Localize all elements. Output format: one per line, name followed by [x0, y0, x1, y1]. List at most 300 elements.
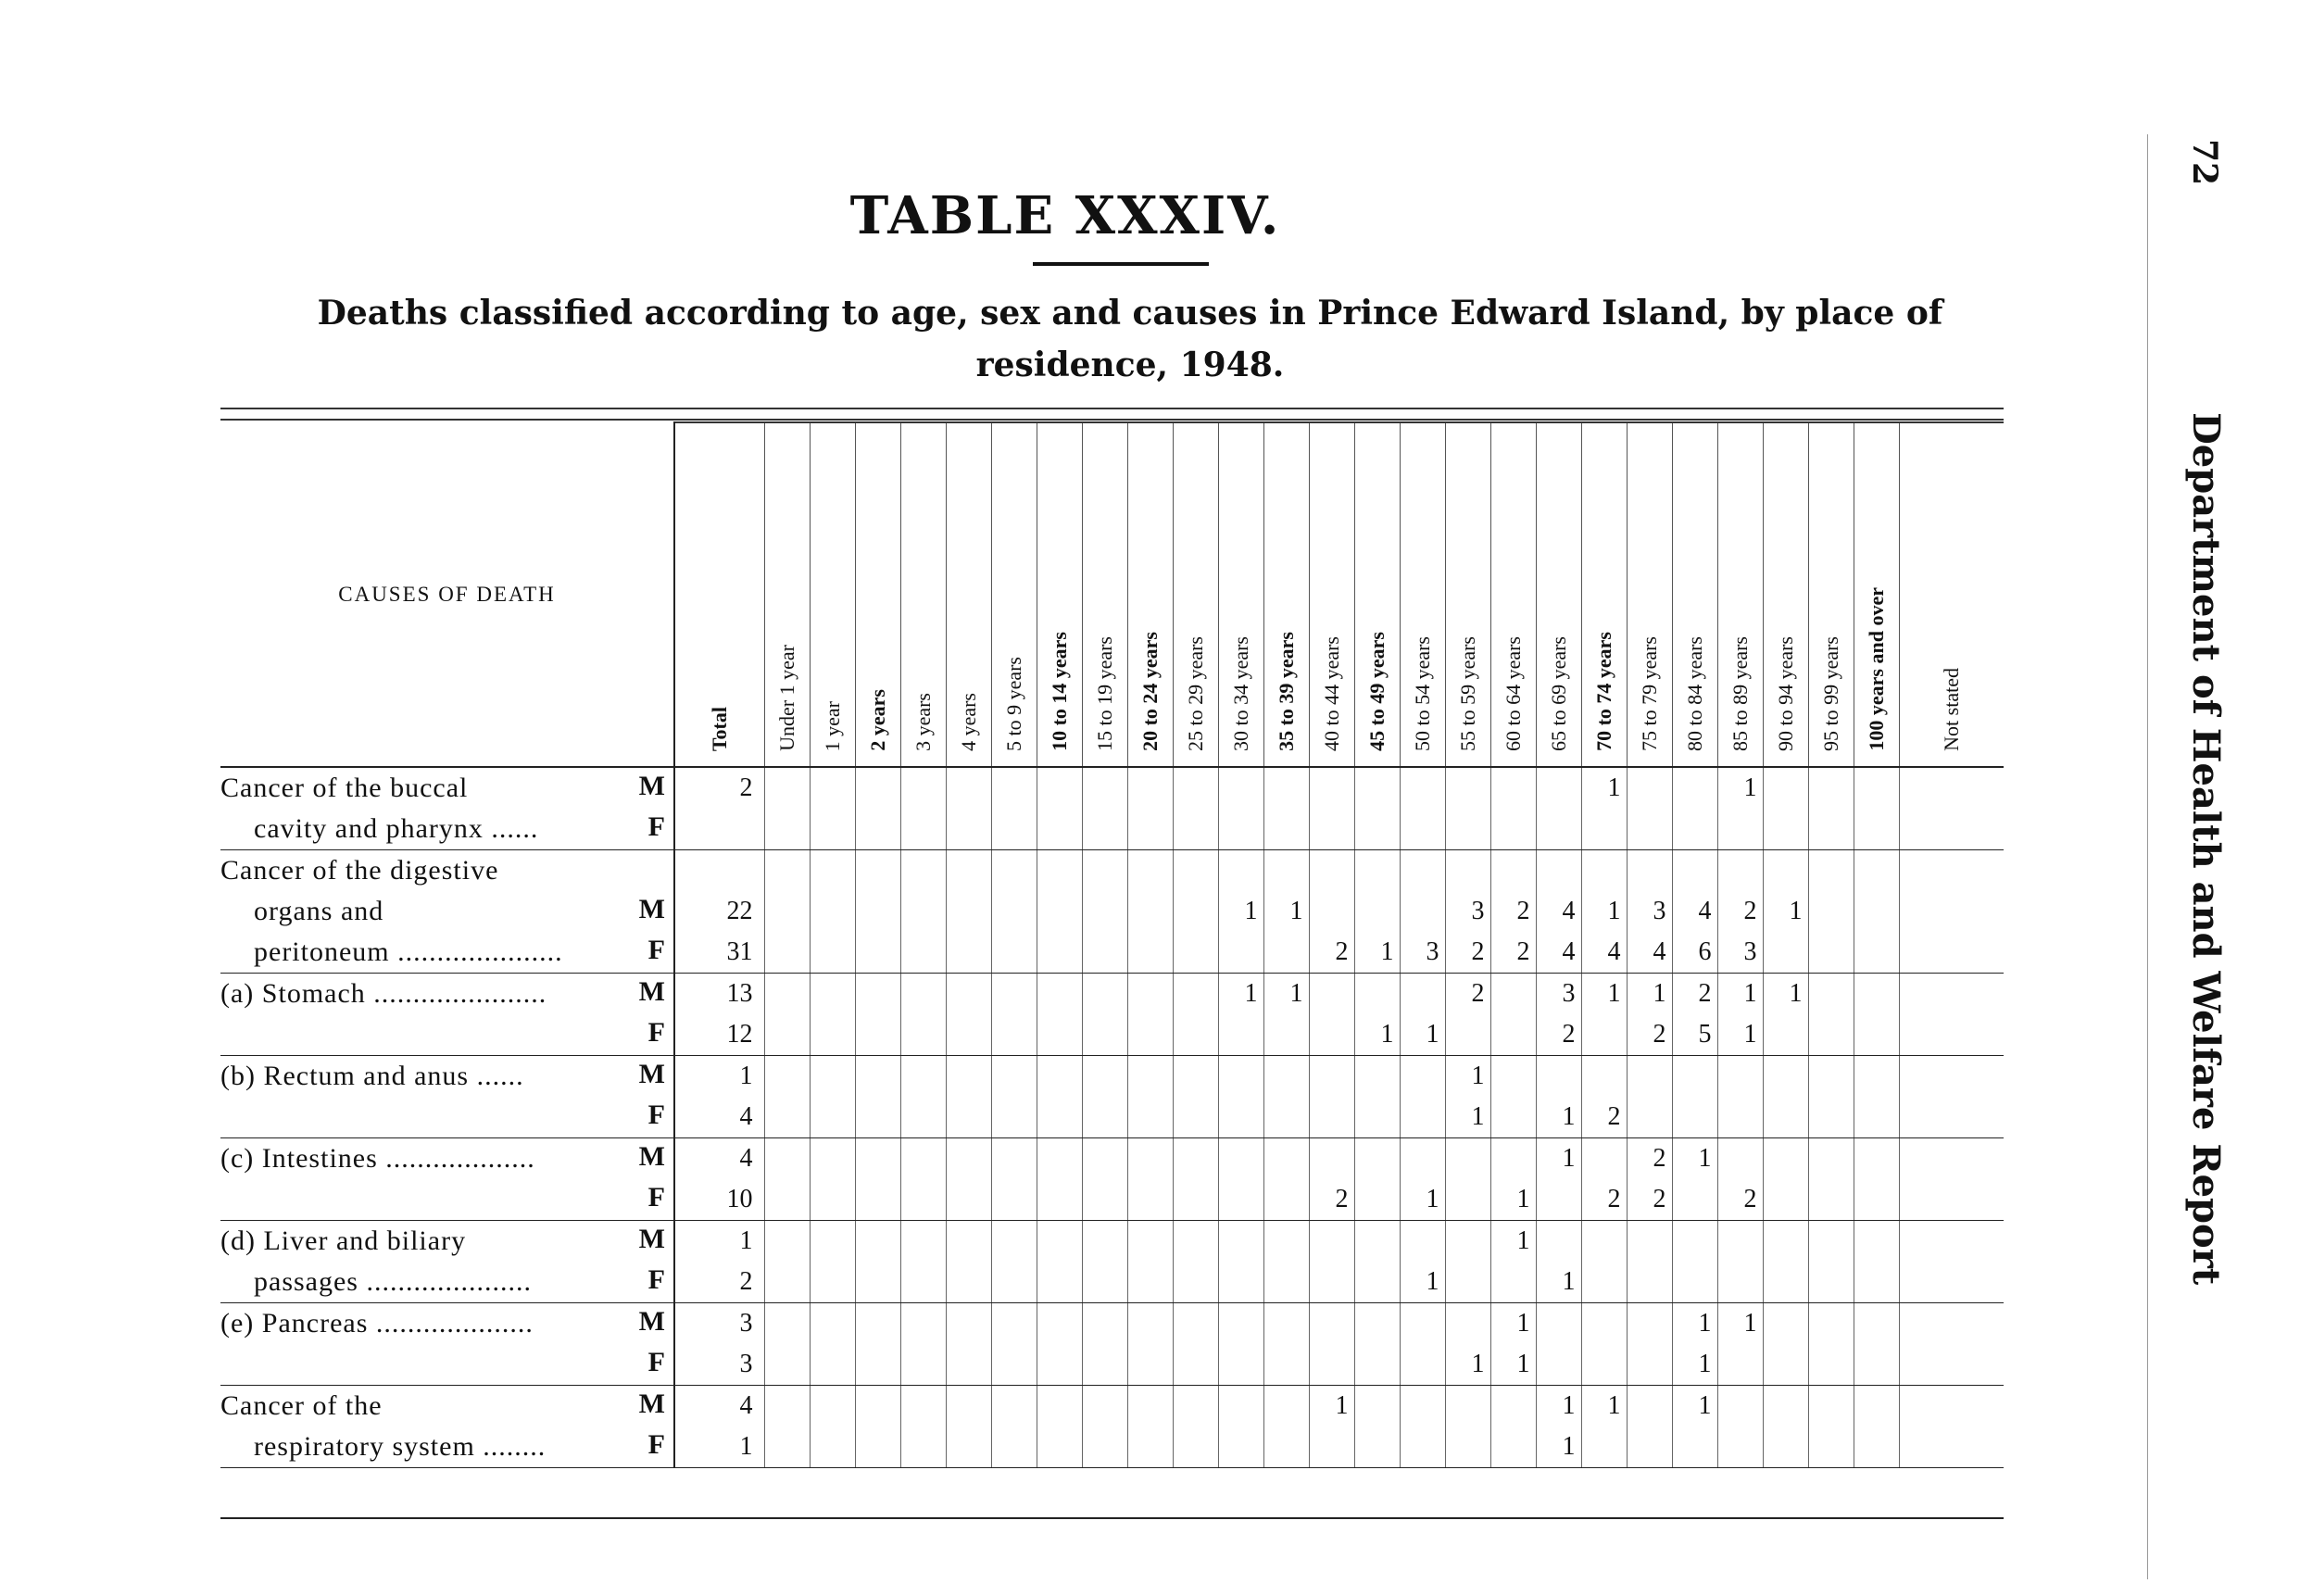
count-cell: 4: [1581, 932, 1627, 974]
count-cell: [1218, 1056, 1263, 1098]
column-header-label: 40 to 44 years: [1319, 635, 1343, 751]
count-cell: [1808, 1221, 1854, 1263]
count-cell: [810, 1179, 855, 1221]
sex-label: M: [638, 1141, 666, 1172]
count-cell: [1400, 767, 1445, 809]
count-cell: [946, 809, 991, 850]
count-cell: [946, 850, 991, 892]
count-cell: [855, 1303, 900, 1345]
count-cell: [1445, 1426, 1490, 1468]
count-cell: [1309, 850, 1354, 892]
count-cell: [1717, 850, 1763, 892]
count-cell: [1763, 850, 1808, 892]
count-cell: [1854, 932, 1899, 974]
count-cell: [1400, 1344, 1445, 1386]
sex-label: M: [638, 1389, 666, 1419]
count-cell: [1854, 891, 1899, 932]
count-cell: 1: [1490, 1179, 1536, 1221]
column-header-label: 10 to 14 years: [1047, 632, 1071, 751]
column-header-label: 90 to 94 years: [1773, 635, 1797, 751]
count-cell: [1400, 1426, 1445, 1468]
table-header-row: [220, 422, 2004, 767]
count-cell: [946, 1262, 991, 1303]
count-cell: [1173, 1426, 1218, 1468]
count-cell: 2: [1627, 1179, 1672, 1221]
count-cell: [1672, 1262, 1717, 1303]
count-cell: 1: [1672, 1138, 1717, 1180]
count-cell: [1218, 1426, 1263, 1468]
count-cell: [991, 1386, 1037, 1427]
count-cell: [1263, 1179, 1309, 1221]
count-cell: [810, 1303, 855, 1345]
count-cell: [1218, 809, 1263, 850]
count-cell: [1218, 767, 1263, 809]
count-cell: 2: [1627, 1138, 1672, 1180]
count-cell: [1037, 891, 1082, 932]
count-cell: [1173, 1303, 1218, 1345]
count-cell: [1263, 1097, 1309, 1138]
count-cell: [810, 1097, 855, 1138]
count-cell: [1082, 1138, 1127, 1180]
count-cell: [1173, 809, 1218, 850]
count-cell: [1309, 891, 1354, 932]
count-cell: [1127, 974, 1173, 1015]
count-cell: [900, 767, 946, 809]
count-cell: [1354, 1344, 1400, 1386]
table-body: [220, 767, 2004, 1468]
count-cell: [1263, 1386, 1309, 1427]
cause-cell: [220, 932, 674, 974]
count-cell: [1127, 1097, 1173, 1138]
count-cell: [1627, 850, 1672, 892]
count-cell: [764, 850, 810, 892]
count-cell: [900, 974, 946, 1015]
count-cell: [1127, 1179, 1173, 1221]
cause-cell: [220, 1179, 674, 1221]
count-cell: [1445, 1221, 1490, 1263]
count-cell: [991, 1097, 1037, 1138]
count-cell: [1082, 1262, 1127, 1303]
count-cell: [1445, 1303, 1490, 1345]
total-cell: 3: [739, 1309, 753, 1338]
column-header: [1445, 422, 1490, 767]
column-header-label: 4 years: [956, 693, 980, 751]
count-cell: [1037, 809, 1082, 850]
subtitle-line-2: residence, 1948.: [975, 346, 1285, 384]
count-cell: [991, 1344, 1037, 1386]
column-header: [1490, 422, 1536, 767]
count-cell: [1082, 1179, 1127, 1221]
total-cell: 1: [739, 1062, 753, 1091]
count-cell: [1899, 1014, 2004, 1056]
count-cell: [1263, 1262, 1309, 1303]
column-header: [1082, 422, 1127, 767]
count-cell: 2: [1309, 932, 1354, 974]
count-cell: [1354, 1221, 1400, 1263]
count-cell: [855, 1344, 900, 1386]
count-cell: 4: [1627, 932, 1672, 974]
column-header: [1854, 422, 1899, 767]
count-cell: [1309, 1014, 1354, 1056]
count-cell: [1263, 1056, 1309, 1098]
cause-label: (e) Pancreas ....................: [220, 1308, 534, 1339]
count-cell: [810, 1426, 855, 1468]
count-cell: 1: [1218, 891, 1263, 932]
cause-label: (d) Liver and biliary: [220, 1225, 467, 1257]
count-cell: [1808, 809, 1854, 850]
count-cell: [810, 1221, 855, 1263]
count-cell: [855, 1262, 900, 1303]
column-header-label: 75 to 79 years: [1637, 635, 1661, 751]
count-cell: [764, 1426, 810, 1468]
count-cell: 1: [1536, 1386, 1581, 1427]
count-cell: [1763, 1097, 1808, 1138]
count-cell: [855, 1014, 900, 1056]
count-cell: [946, 1014, 991, 1056]
count-cell: [1218, 850, 1263, 892]
count-cell: 2: [1581, 1097, 1627, 1138]
count-cell: 1: [1536, 1262, 1581, 1303]
count-cell: [1445, 1138, 1490, 1180]
count-cell: [1808, 767, 1854, 809]
cause-cell: [220, 1097, 674, 1138]
count-cell: [1309, 1097, 1354, 1138]
cause-cell: [220, 891, 674, 932]
count-cell: [1490, 1138, 1536, 1180]
total-cell: 4: [739, 1391, 753, 1421]
count-cell: [1854, 1344, 1899, 1386]
count-cell: [1445, 767, 1490, 809]
cause-label: (a) Stomach ......................: [220, 978, 547, 1010]
count-cell: [1672, 1179, 1717, 1221]
count-cell: [1037, 1386, 1082, 1427]
count-cell: [810, 891, 855, 932]
column-header-label: 100 years and over: [1864, 587, 1888, 751]
count-cell: [1037, 1426, 1082, 1468]
count-cell: [1627, 1262, 1672, 1303]
count-cell: [1627, 1344, 1672, 1386]
count-cell: [1263, 1014, 1309, 1056]
count-cell: [1490, 974, 1536, 1015]
count-cell: [1763, 1221, 1808, 1263]
count-cell: [1899, 974, 2004, 1015]
count-cell: [1627, 1303, 1672, 1345]
count-cell: [991, 932, 1037, 974]
count-cell: [1354, 1303, 1400, 1345]
count-cell: [1763, 767, 1808, 809]
count-cell: [1173, 850, 1218, 892]
count-cell: [1173, 1344, 1218, 1386]
count-cell: [900, 1179, 946, 1221]
count-cell: [1263, 1426, 1309, 1468]
count-cell: [1309, 809, 1354, 850]
table-top-rules: [220, 408, 2004, 421]
count-cell: 1: [1717, 767, 1763, 809]
sex-label: M: [638, 894, 666, 924]
cause-cell: [220, 767, 674, 809]
count-cell: [1037, 1262, 1082, 1303]
count-cell: 2: [1445, 974, 1490, 1015]
total-cell: 3: [674, 1344, 764, 1386]
count-cell: [1763, 809, 1808, 850]
count-cell: [1854, 1426, 1899, 1468]
count-cell: [1037, 932, 1082, 974]
count-cell: 4: [1672, 891, 1717, 932]
count-cell: 1: [1400, 1262, 1445, 1303]
total-cell: 31: [674, 932, 764, 974]
count-cell: [855, 1426, 900, 1468]
total-cell: [674, 809, 764, 850]
count-cell: 1: [1354, 932, 1400, 974]
table-row: [220, 1056, 2004, 1098]
count-cell: [1763, 1303, 1808, 1345]
count-cell: [1037, 1056, 1082, 1098]
sex-label: M: [638, 1059, 666, 1089]
count-cell: [1490, 1386, 1536, 1427]
count-cell: [1082, 1303, 1127, 1345]
count-cell: [810, 1138, 855, 1180]
stub-heading: CAUSES OF DEATH: [220, 422, 674, 767]
count-cell: 3: [1400, 932, 1445, 974]
count-cell: [1854, 1386, 1899, 1427]
count-cell: [1808, 850, 1854, 892]
count-cell: [1127, 1262, 1173, 1303]
count-cell: [1354, 1138, 1400, 1180]
count-cell: [855, 1179, 900, 1221]
count-cell: 1: [1218, 974, 1263, 1015]
count-cell: [764, 1056, 810, 1098]
count-cell: [1127, 1303, 1173, 1345]
count-cell: [900, 1014, 946, 1056]
count-cell: [1400, 1303, 1445, 1345]
count-cell: [900, 1097, 946, 1138]
column-header-label: 50 to 54 years: [1410, 635, 1434, 751]
count-cell: [1717, 1386, 1763, 1427]
count-cell: [1037, 1221, 1082, 1263]
count-cell: [1763, 1138, 1808, 1180]
count-cell: [1581, 1426, 1627, 1468]
total-cell: 2: [674, 1262, 764, 1303]
table-row: [220, 1014, 2004, 1056]
count-cell: [991, 809, 1037, 850]
count-cell: [1899, 1386, 2004, 1427]
count-cell: [810, 1262, 855, 1303]
count-cell: [1400, 1056, 1445, 1098]
count-cell: 1: [1581, 767, 1627, 809]
cause-cell: [220, 1262, 674, 1303]
column-header-label: 45 to 49 years: [1364, 632, 1389, 751]
table-row: [220, 891, 2004, 932]
count-cell: [991, 1303, 1037, 1345]
table-row: [220, 1303, 2004, 1345]
count-cell: [1899, 1138, 2004, 1180]
count-cell: [946, 1179, 991, 1221]
count-cell: [855, 1138, 900, 1180]
count-cell: [1082, 1344, 1127, 1386]
table-subtitle: [278, 287, 1982, 391]
table-row: [220, 1138, 2004, 1180]
count-cell: [1808, 1097, 1854, 1138]
count-cell: [1717, 809, 1763, 850]
count-cell: 3: [1717, 932, 1763, 974]
count-cell: [1717, 1221, 1763, 1263]
count-cell: [1263, 809, 1309, 850]
count-cell: [1763, 1014, 1808, 1056]
column-header: [1808, 422, 1854, 767]
count-cell: [1173, 974, 1218, 1015]
count-cell: [1627, 1221, 1672, 1263]
count-cell: [1763, 1386, 1808, 1427]
count-cell: 1: [1627, 974, 1672, 1015]
count-cell: 2: [1581, 1179, 1627, 1221]
count-cell: [1127, 1138, 1173, 1180]
count-cell: [764, 767, 810, 809]
total-cell: 10: [674, 1179, 764, 1221]
count-cell: [1717, 1097, 1763, 1138]
count-cell: [1127, 1386, 1173, 1427]
count-cell: [1854, 1014, 1899, 1056]
cause-cell: [220, 850, 674, 892]
count-cell: [855, 767, 900, 809]
column-header-label: 3 years: [911, 693, 935, 751]
column-header-label: 80 to 84 years: [1682, 635, 1706, 751]
sex-label: F: [647, 935, 666, 965]
count-cell: [1854, 1138, 1899, 1180]
total-cell: 1: [739, 1226, 753, 1256]
count-cell: [855, 891, 900, 932]
table-row: [220, 974, 2004, 1015]
column-header-label: 2 years: [865, 689, 889, 751]
count-cell: [1218, 1221, 1263, 1263]
count-cell: [991, 1179, 1037, 1221]
count-cell: [1263, 767, 1309, 809]
column-header: [1263, 422, 1309, 767]
count-cell: [1672, 809, 1717, 850]
column-header: [1354, 422, 1400, 767]
table-row: [220, 1179, 2004, 1221]
count-cell: [991, 1426, 1037, 1468]
count-cell: [900, 1426, 946, 1468]
count-cell: [855, 850, 900, 892]
count-cell: [1354, 1262, 1400, 1303]
count-cell: [1218, 932, 1263, 974]
total-cell: 13: [726, 979, 753, 1009]
count-cell: [1127, 1221, 1173, 1263]
column-header-label: 35 to 39 years: [1274, 632, 1298, 751]
count-cell: [1173, 891, 1218, 932]
column-header: [1627, 422, 1672, 767]
column-header: [1218, 422, 1263, 767]
count-cell: [900, 891, 946, 932]
column-header: [1173, 422, 1218, 767]
count-cell: [1354, 767, 1400, 809]
count-cell: [1854, 767, 1899, 809]
count-cell: [764, 891, 810, 932]
total-cell: [674, 850, 764, 892]
column-header: [674, 422, 764, 767]
count-cell: [1536, 767, 1581, 809]
column-header-label: 60 to 64 years: [1501, 635, 1525, 751]
count-cell: [1627, 1056, 1672, 1098]
total-cell: 1: [674, 1426, 764, 1468]
count-cell: 1: [1490, 1344, 1536, 1386]
page-number: 72: [2185, 139, 2224, 186]
table-bottom-rule: [220, 1517, 2004, 1519]
count-cell: [1400, 1221, 1445, 1263]
count-cell: [855, 932, 900, 974]
count-cell: [1899, 1221, 2004, 1263]
count-cell: 1: [1672, 1344, 1717, 1386]
count-cell: [1490, 1426, 1536, 1468]
count-cell: [1309, 1056, 1354, 1098]
count-cell: [1854, 1221, 1899, 1263]
count-cell: [946, 1344, 991, 1386]
count-cell: [1899, 850, 2004, 892]
count-cell: [1082, 1221, 1127, 1263]
count-cell: [1400, 974, 1445, 1015]
count-cell: [810, 932, 855, 974]
cause-cell: [220, 1138, 674, 1180]
table-row: [220, 1344, 2004, 1386]
count-cell: [1581, 1138, 1627, 1180]
count-cell: [1672, 1056, 1717, 1098]
cause-label: (b) Rectum and anus ......: [220, 1061, 524, 1092]
count-cell: [1808, 891, 1854, 932]
count-cell: [1581, 1344, 1627, 1386]
count-cell: [1218, 1386, 1263, 1427]
count-cell: [1173, 1138, 1218, 1180]
count-cell: 1: [1445, 1097, 1490, 1138]
count-cell: [764, 1386, 810, 1427]
count-cell: [764, 1303, 810, 1345]
count-cell: 1: [1536, 1426, 1581, 1468]
count-cell: [1854, 1262, 1899, 1303]
count-cell: [855, 974, 900, 1015]
count-cell: [1808, 1344, 1854, 1386]
column-header-label: 25 to 29 years: [1183, 635, 1207, 751]
table-row: [220, 767, 2004, 809]
count-cell: [855, 1056, 900, 1098]
count-cell: [1490, 1262, 1536, 1303]
subtitle-line-1: Deaths classified according to age, sex and causes in Prince Edward Island, by place of: [317, 294, 1943, 333]
column-header-label: 55 to 59 years: [1455, 635, 1479, 751]
count-cell: [1763, 1426, 1808, 1468]
column-header: [900, 422, 946, 767]
table-row: [220, 932, 2004, 974]
count-cell: [1581, 1014, 1627, 1056]
count-cell: 2: [1490, 891, 1536, 932]
count-cell: [1899, 1056, 2004, 1098]
running-head: [2184, 139, 2228, 1285]
sex-label: F: [647, 1347, 666, 1377]
count-cell: [1400, 1386, 1445, 1427]
count-cell: [1173, 932, 1218, 974]
count-cell: [855, 1221, 900, 1263]
sex-label: M: [638, 1306, 666, 1337]
count-cell: 3: [1627, 891, 1672, 932]
sex-label: F: [647, 1182, 666, 1213]
total-cell: 4: [739, 1144, 753, 1174]
cause-cell: [220, 809, 674, 850]
count-cell: [1536, 1303, 1581, 1345]
count-cell: [1173, 1221, 1218, 1263]
count-cell: [1808, 1303, 1854, 1345]
count-cell: [1672, 850, 1717, 892]
count-cell: [1490, 809, 1536, 850]
count-cell: [1309, 1262, 1354, 1303]
count-cell: [991, 891, 1037, 932]
count-cell: [1354, 809, 1400, 850]
